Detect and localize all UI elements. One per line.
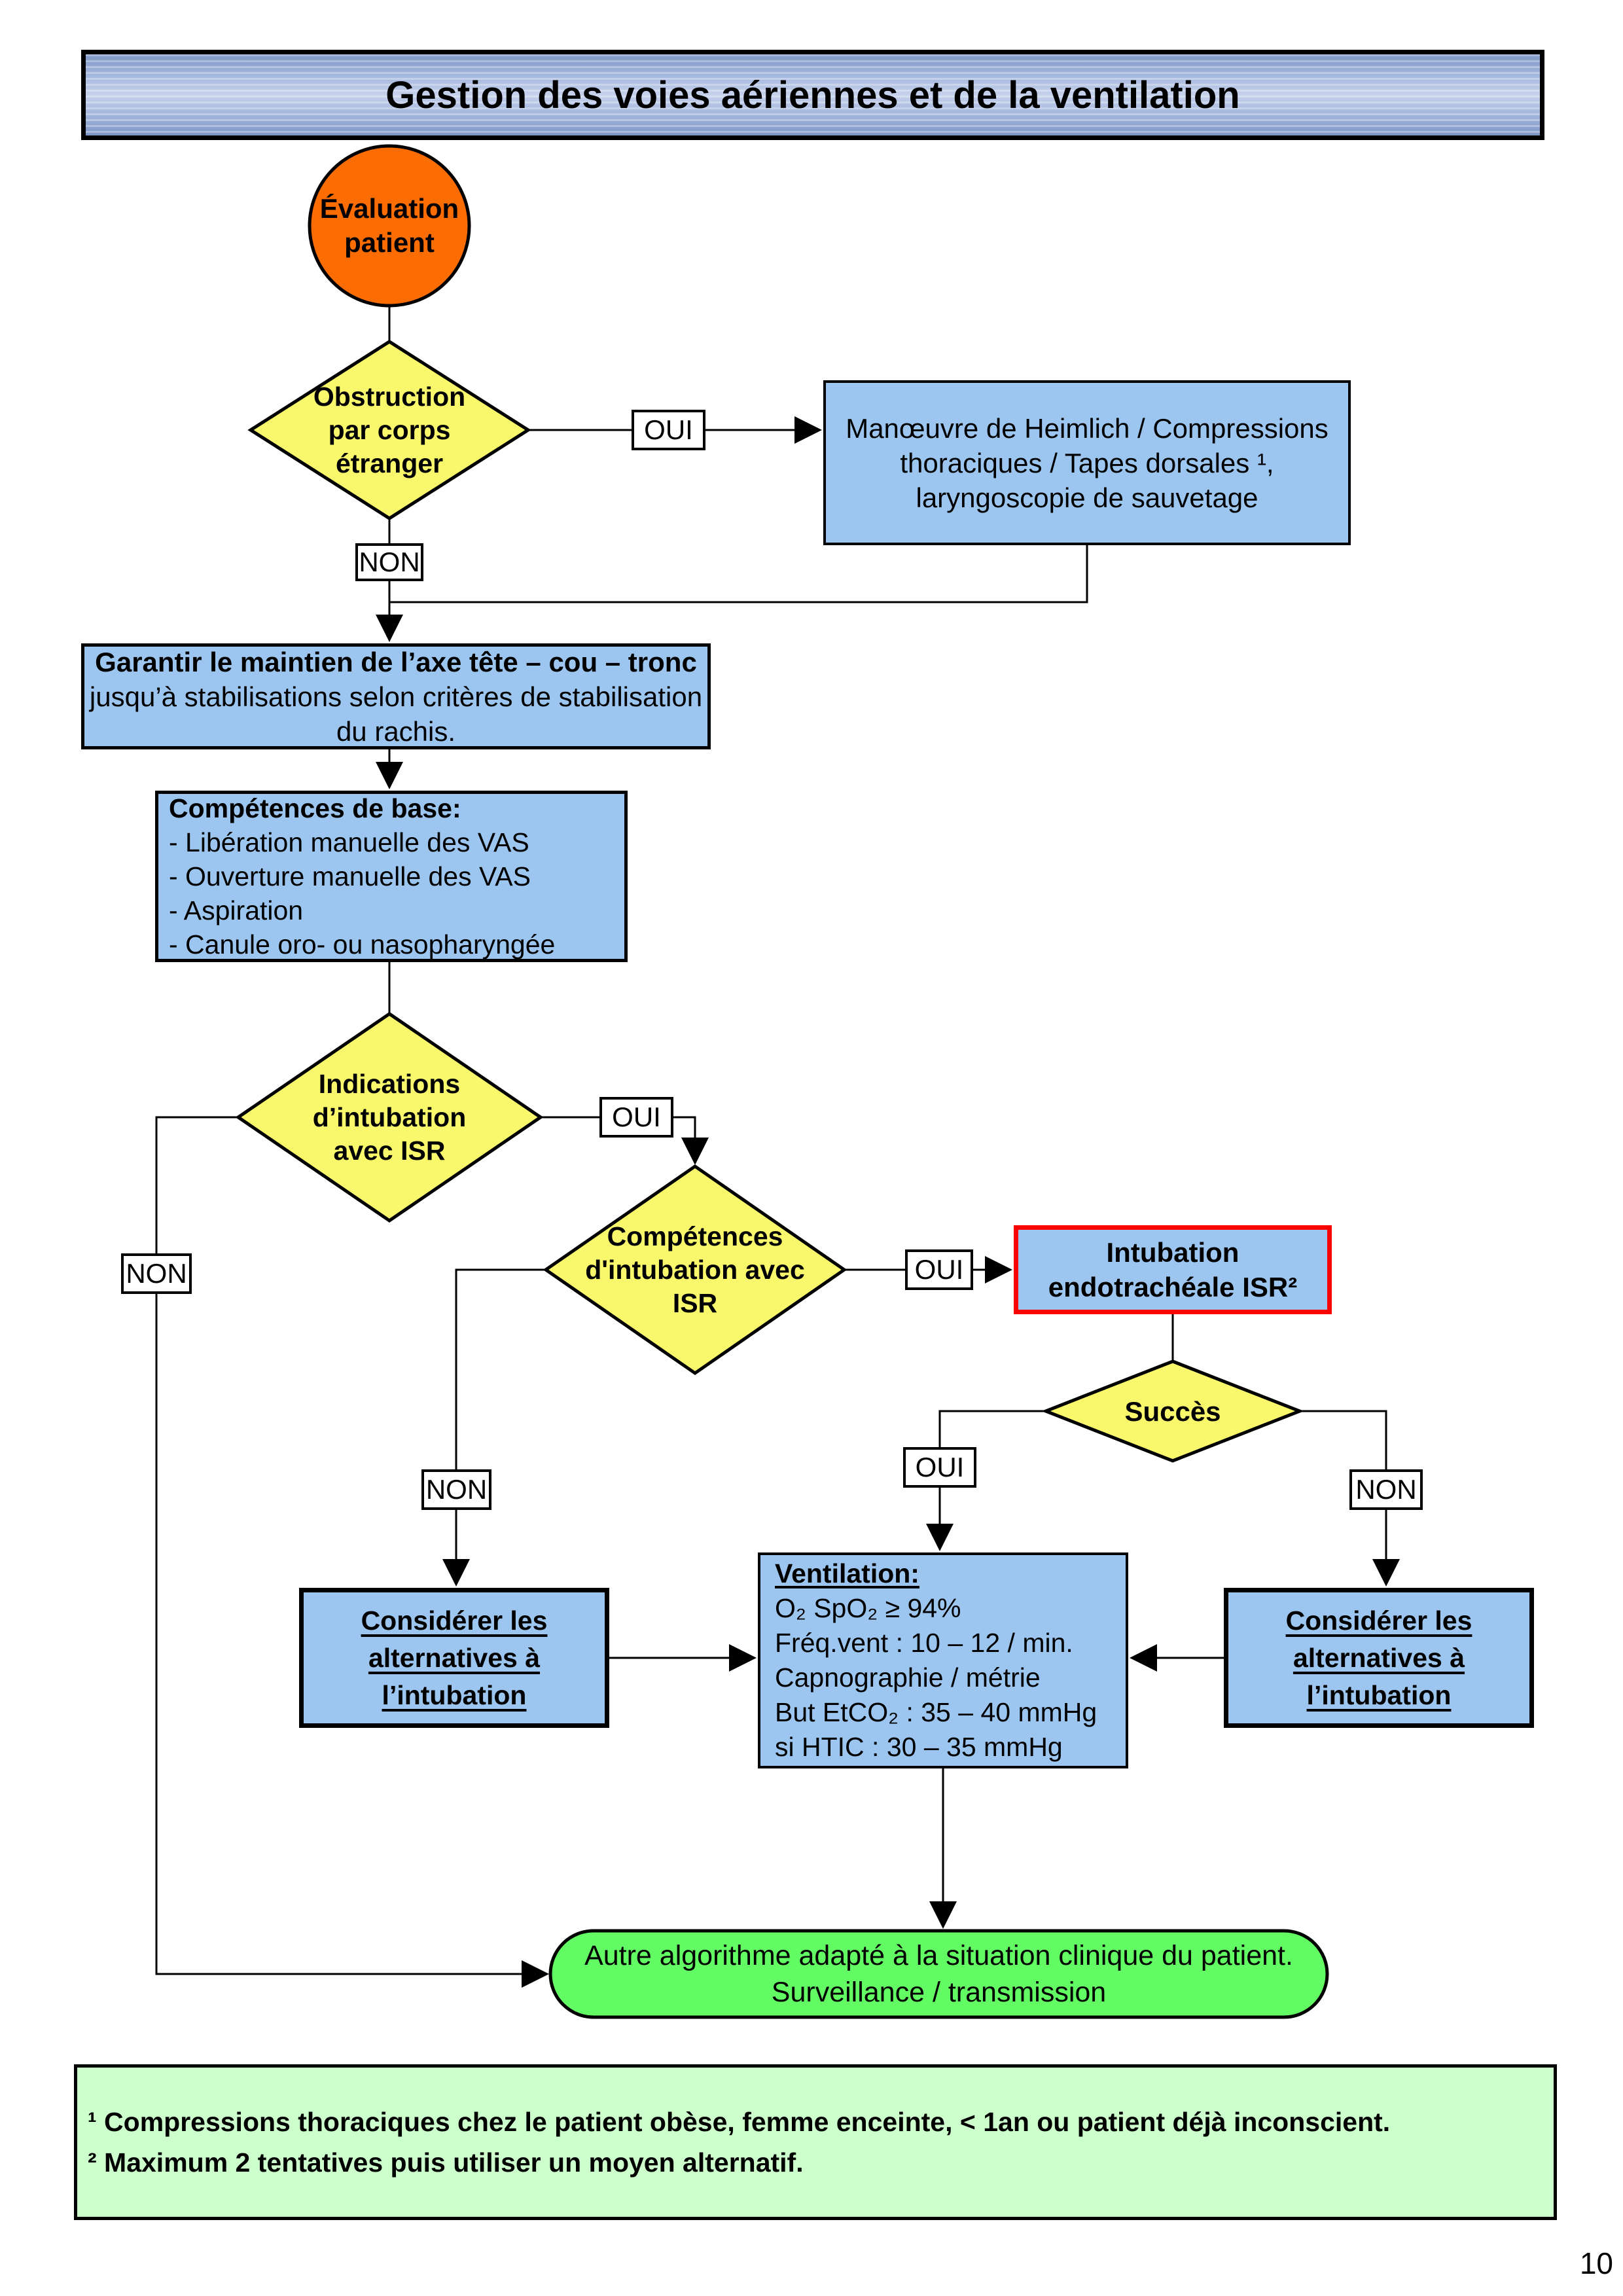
process-heimlich: Manœuvre de Heimlich / Compressions thoraciques / Tapes dorsales ¹, laryngoscopie de sauvetage: [823, 380, 1351, 545]
process-ventilation: Ventilation: O₂ SpO₂ ≥ 94% Fréq.vent : 10 – 12 / min. Capnographie / métrie But EtCO₂ : 35 – 40 mmHg si HTIC : 30 – 35 mmHg: [758, 1552, 1128, 1768]
decision-competences-isr-label: Compétences d'intubation avec ISR: [585, 1221, 805, 1318]
footnotes-box: [74, 2064, 1557, 2220]
process-intubation-isr: Intubation endotrachéale ISR²: [1014, 1225, 1332, 1314]
process-consider-alternatives-right: Considérer les alternatives à l’intubation: [1224, 1588, 1534, 1728]
start-circle-label: Évaluation patient: [319, 193, 459, 258]
page-title-text: Gestion des voies aériennes et de la ventilation: [385, 73, 1240, 117]
decision-obstruction-label: Obstruction par corps étranger: [313, 381, 466, 478]
footnote-2: ² Maximum 2 tentatives puis utiliser un moyen alternatif.: [88, 2147, 804, 2178]
branch-label-non-indications: NON: [121, 1253, 192, 1294]
process-maintien-axe: Garantir le maintien de l’axe tête – cou – tronc jusqu’à stabilisations selon critères de stabilisation du rachis.: [81, 643, 711, 749]
decision-succes-label: Succès: [1124, 1395, 1221, 1427]
process-competences-base: Compétences de base: - Libération manuelle des VAS - Ouverture manuelle des VAS - Aspiration - Canule oro- ou nasopharyngée: [155, 791, 628, 962]
branch-label-oui-succes: OUI: [903, 1447, 976, 1488]
branch-label-non-competences: NON: [421, 1469, 491, 1510]
branch-label-oui-obstruction: OUI: [632, 410, 705, 450]
branch-label-oui-competences: OUI: [905, 1249, 973, 1290]
branch-label-non-obstruction: NON: [355, 543, 423, 581]
end-stadium-label: Autre algorithme adapté à la situation clinique du patient. Surveillance / transmission: [584, 1940, 1293, 2008]
branch-label-oui-indications: OUI: [599, 1097, 673, 1138]
branch-label-non-succes: NON: [1349, 1469, 1423, 1510]
page-title: [81, 50, 1544, 140]
footnote-1: ¹ Compressions thoraciques chez le patient obèse, femme enceinte, < 1an ou patient déjà inconscient.: [88, 2107, 1391, 2137]
process-consider-alternatives-left: Considérer les alternatives à l’intubation: [299, 1588, 609, 1728]
decision-indications-isr-label: Indications d’intubation avec ISR: [312, 1069, 467, 1166]
page-number: 10: [1579, 2246, 1613, 2280]
